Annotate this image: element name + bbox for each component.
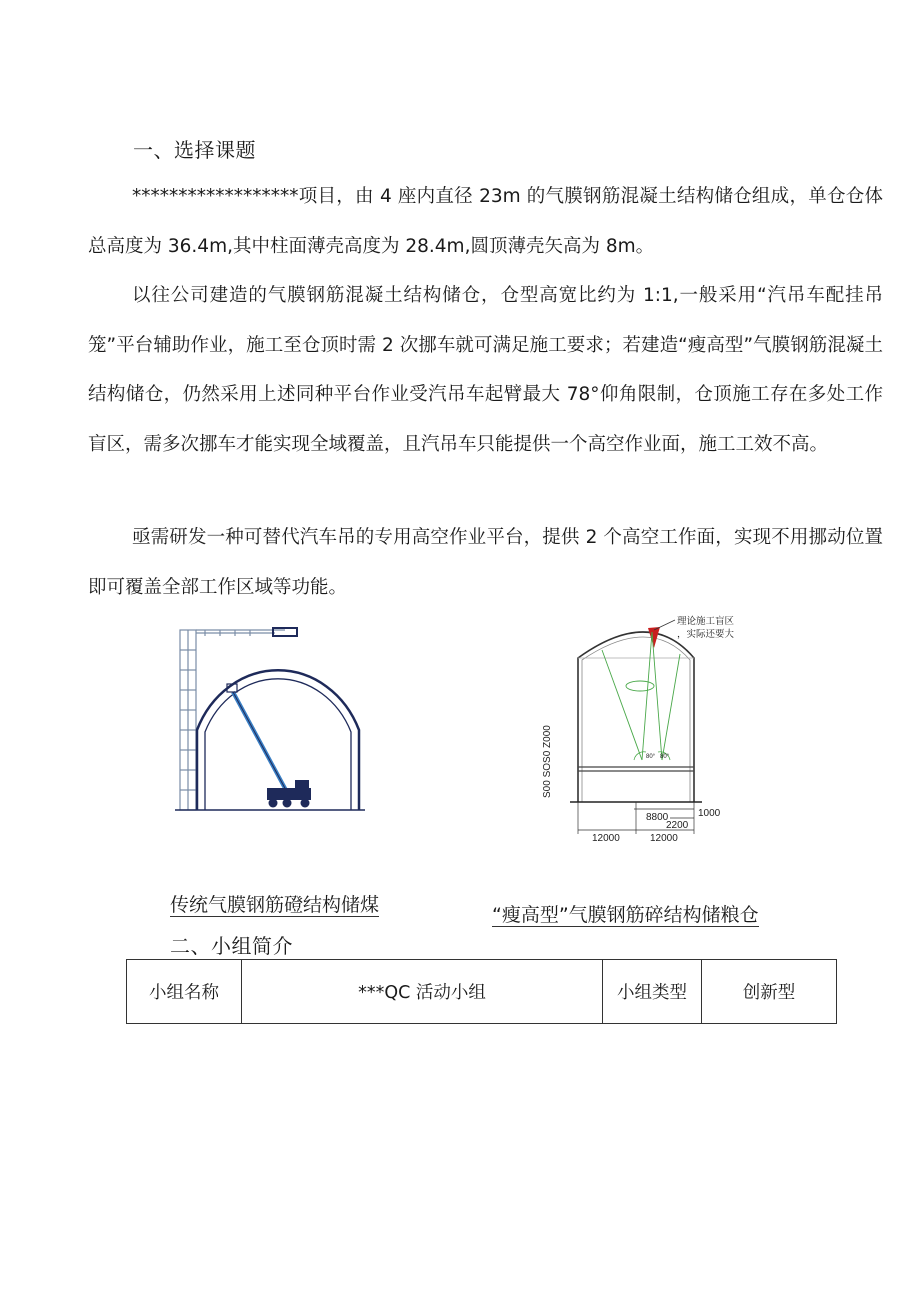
group-type-label: 小组类型 [603,960,702,1024]
group-name-label: 小组名称 [127,960,242,1024]
section-2-heading: 二、小组简介 [170,934,293,958]
figure-traditional-silo [175,620,365,815]
dimension-12000-left: 12000 [592,833,620,844]
angle-right-label: 80° [660,754,670,760]
table-row [127,960,837,1024]
blind-zone-note-1: 理论施工盲区 [677,616,735,627]
group-name-value: ***QC 活动小组 [242,960,603,1024]
dimension-8800: 8800 [646,812,669,823]
traditional-silo-drawing [175,620,365,815]
vertical-dimension-label: S00 SOS0 Z000 [542,725,553,798]
blind-zone-note-2: ，实际还要大 [677,629,735,640]
dimension-1000: 1000 [698,808,721,819]
caption-traditional-silo: 传统气膜钢筋磴结构储煤 [170,894,380,916]
dimension-12000-right: 12000 [650,833,678,844]
figure-tall-silo [530,610,790,850]
caption-tall-silo: “瘦高型”气膜钢筋碎结构储粮仓 [492,904,759,926]
paragraph-objective: 亟需研发一种可替代汽车吊的专用高空作业平台，提供 2 个高空工作面，实现不用挪动位置即可覆盖全部工作区域等功能。 [88,527,883,598]
group-type-value: 创新型 [702,960,837,1024]
angle-left-label: 80° [646,754,656,760]
paragraph-project-intro: ******************项目，由 4 座内直径 23m 的气膜钢筋混凝土结构储仓组成，单仓仓体总高度为 36.4m,其中柱面薄壳高度为 28.4m,圆顶薄壳矢高为 8m。 [88,186,883,257]
paragraph-background: 以往公司建造的气膜钢筋混凝土结构储仓，仓型高宽比约为 1:1,一般采用“汽吊车配挂吊笼”平台辅助作业，施工至仓顶时需 2 次挪车就可满足施工要求；若建造“瘦高型”气膜钢筋混凝土结构储仓，仍然采用上述同种平台作业受汽吊车起臂最大 78°仰角限制，仓顶施工存在多处工作盲区，需多次挪车才能实现全域覆盖，且汽吊车只能提供一个高空作业面，施工工效不高。 [88,285,883,455]
dimension-2200: 2200 [666,820,689,831]
section-1-heading: 一、选择课题 [133,138,256,162]
group-info-table [126,959,837,1024]
tall-silo-drawing [530,610,790,850]
